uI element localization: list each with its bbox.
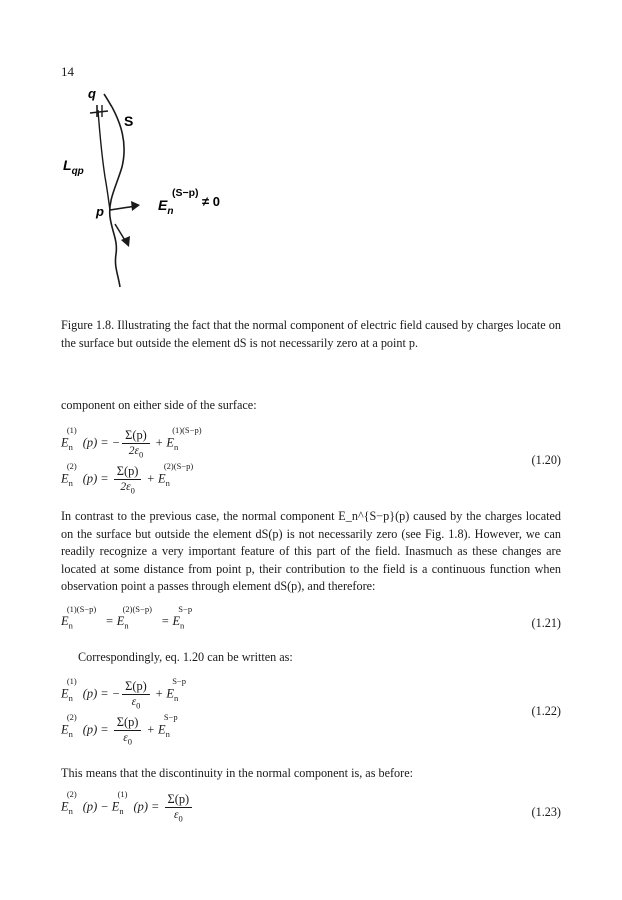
surface-curve bbox=[110, 107, 124, 287]
label-q: q bbox=[88, 86, 96, 101]
label-En: $E_n$ bbox=[158, 197, 174, 217]
label-ne-zero: ≠ 0 bbox=[202, 194, 220, 209]
page-number: 14 bbox=[61, 64, 74, 79]
paragraph-1: component on either side of the surface: bbox=[61, 398, 257, 412]
label-S: S bbox=[124, 113, 134, 129]
field-figure bbox=[60, 82, 280, 292]
label-Lqp: $L_{qp}$ bbox=[63, 157, 84, 177]
equation-1-21: $E_n^{(1)(S-p)} = E_n^{(2)(S-p)} = E_n^{S-p}$ (1.21) bbox=[61, 603, 561, 631]
equation-1-20: $E_n^{(1)}(p)$ = − $\frac{\Sigma(p)}{2\varepsilon_0}$ + $E_n^{(1)(S-p)}$ $E_n^{(2)}(p)$ = $\frac{\Sigma(p)}{2\varepsilon_0}$ + $E_n^{(2)(S-p)}$ (1.20) bbox=[61, 425, 561, 496]
paragraph-4: This means that the discontinuity in the normal component is, as before: bbox=[61, 766, 414, 780]
paragraph-3: Correspondingly, eq. 1.20 can be written as: bbox=[78, 650, 293, 664]
equation-number-1-23: (1.23) bbox=[531, 805, 561, 819]
equation-number-1-20: (1.20) bbox=[531, 453, 561, 467]
paragraph-2: In contrast to the previous case, the normal component E_n^{S−p}(p) caused by the charges located on the surface but outside the element dS(p) is not necessarily zero (see Fig. 1.8). However, we can readily recognize a very important feature of this part of the field. Inasmuch as these changes are located at some distance from point p, their contribution to the field is a continuous function when observation point a passes through element dS(p), and therefore: bbox=[61, 509, 561, 593]
equation-1-22: $E_n^{(1)}(p)$ = − $\frac{\Sigma(p)}{\varepsilon_0}$ + $E_n^{S-p}$ $E_n^{(2)}(p)$ = $\frac{\Sigma(p)}{\varepsilon_0}$ + $E_n^{S-p}$ (1.22) bbox=[61, 676, 561, 747]
equation-number-1-21: (1.21) bbox=[531, 616, 561, 630]
equation-number-1-22: (1.22) bbox=[531, 704, 561, 718]
path-lqp bbox=[98, 110, 110, 210]
label-En-sup: (S−p) bbox=[172, 187, 199, 199]
figure-caption: Figure 1.8. Illustrating the fact that the normal component of electric field caused by charges locate on the surface but outside the element dS is not necessarily zero at a point p. bbox=[61, 318, 561, 350]
equation-1-23: $E_n^{(2)}(p) - E_n^{(1)}(p)$ = $\frac{\Sigma(p)}{\varepsilon_0}$ (1.23) bbox=[61, 789, 561, 824]
label-p: p bbox=[96, 204, 104, 219]
